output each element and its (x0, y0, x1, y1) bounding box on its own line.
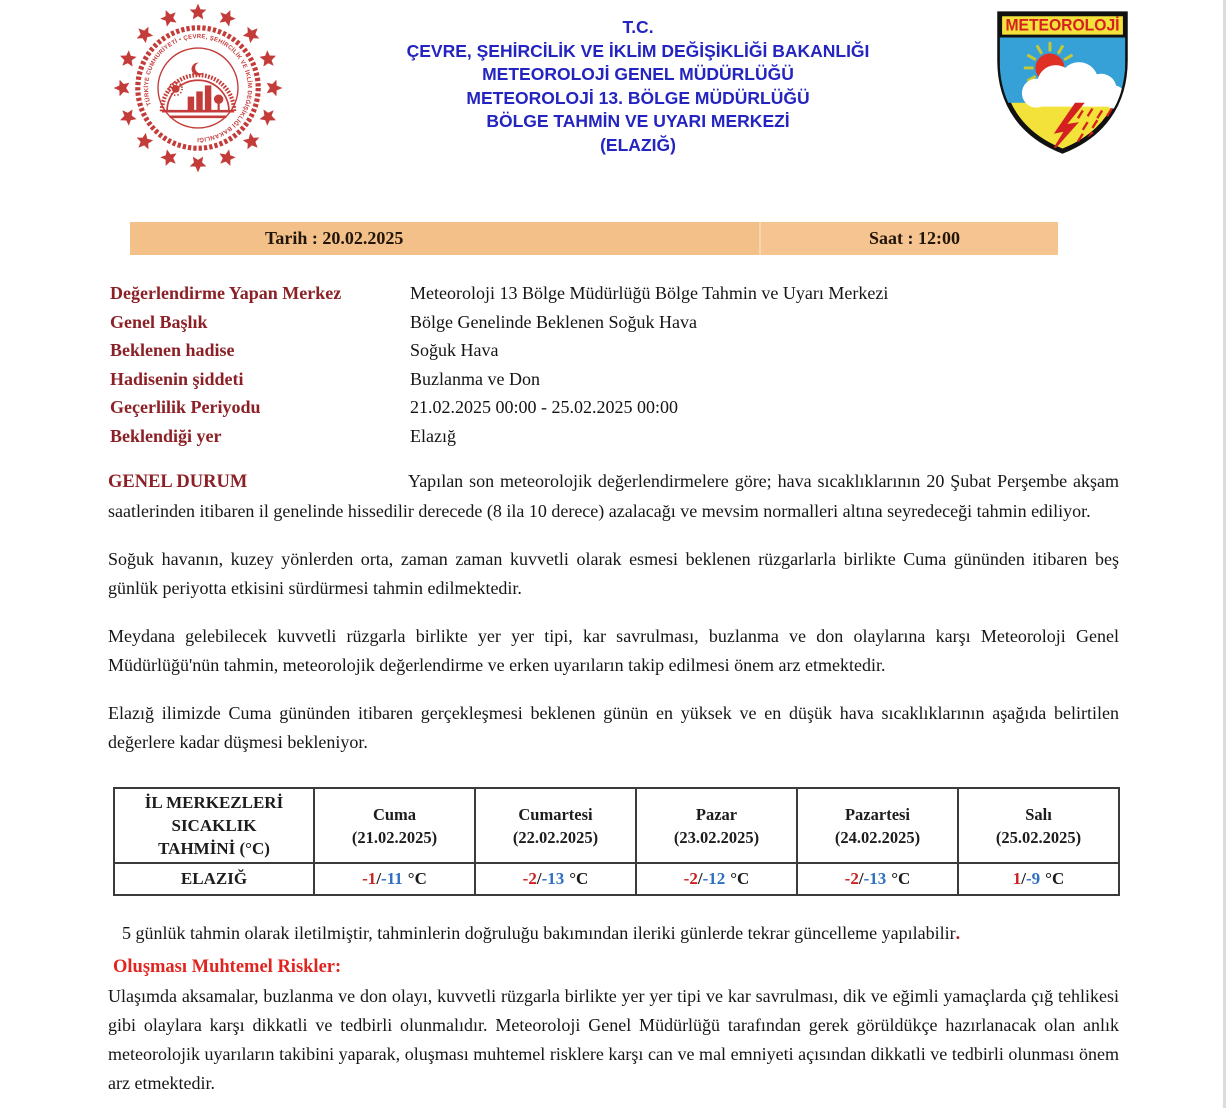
info-value: Bölge Genelinde Beklenen Soğuk Hava (410, 311, 697, 332)
warning-info-section (110, 283, 1119, 447)
header-line-ministry: ÇEVRE, ŞEHİRCİLİK VE İKLİM DEĞİŞİKLİĞİ BAKANLIĞI (406, 40, 870, 61)
temp-cell-monday: -2/-13 °C (797, 863, 958, 895)
info-label: Genel Başlık (110, 311, 208, 332)
seal-emblem (162, 62, 234, 116)
general-situation-text: Yapılan son meteorolojik değerlendirmelere göre; hava sıcaklıklarının 20 Şubat Perşembe akşam saatlerinden itibaren il genelinde hissedilir derecede (8 ila 10 derece) azalacağı ve mevsim normalleri altına seyredeceği tahmin ediliyor. (108, 471, 1119, 521)
header-line-region: METEOROLOJİ 13. BÖLGE MÜDÜRLÜĞÜ (466, 87, 810, 108)
info-label: Hadisenin şiddeti (110, 368, 244, 389)
paragraph-advice: Meydana gelebilecek kuvvetli rüzgarla birlikte yer yer tipi, kar savrulması, buzlanma ve don olaylarına karşı Meteoroloji Genel Müdürlüğü'nün tahmin, meteorolojik değerlendirme ve erken uyarıların takip edilmesi önem arz etmektedir. (108, 626, 1119, 675)
risks-heading: Oluşması Muhtemel Riskler: (113, 957, 342, 977)
header-line-city: (ELAZIĞ) (600, 134, 676, 155)
update-note (122, 923, 1119, 944)
ministry-seal-icon (110, 2, 286, 174)
date-label: Tarih : 20.02.2025 (265, 228, 404, 248)
day-header-tuesday: Salı (25.02.2025) (958, 788, 1119, 863)
forecast-corner-header: İL MERKEZLERİ SICAKLIK TAHMİNİ (°C) (114, 788, 314, 863)
date-cell (130, 222, 761, 255)
general-situation-label: GENEL DURUM (108, 472, 248, 492)
temperature-forecast-table (113, 787, 1120, 896)
seal-rope-ring (138, 28, 258, 148)
temp-cell-saturday: -2/-13 °C (475, 863, 636, 895)
day-header-sunday: Pazar (23.02.2025) (636, 788, 797, 863)
info-row-severity (110, 369, 1119, 391)
day-header-monday: Pazartesi (24.02.2025) (797, 788, 958, 863)
info-label: Beklendiği yer (110, 425, 222, 446)
header-line-center: BÖLGE TAHMİN VE UYARI MERKEZİ (486, 111, 790, 131)
temp-cell-sunday: -2/-12 °C (636, 863, 797, 895)
info-row-validity (110, 397, 1119, 419)
info-label: Değerlendirme Yapan Merkez (110, 283, 342, 303)
header-line-tc: T.C. (622, 17, 654, 37)
info-row-location (110, 426, 1119, 448)
time-label: Saat : 12:00 (869, 228, 961, 248)
note-period: . (955, 923, 961, 943)
info-value: Elazığ (410, 425, 456, 446)
info-row-center (110, 283, 1119, 305)
forecast-data-row (114, 863, 1119, 895)
info-value: 21.02.2025 00:00 - 25.02.2025 00:00 (410, 397, 678, 417)
temp-cell-friday: -1/-11 °C (314, 863, 475, 895)
shield-title: METEOROLOJİ (1005, 16, 1120, 35)
forecast-header-row (114, 788, 1119, 863)
day-header-friday: Cuma (21.02.2025) (314, 788, 475, 863)
meteorology-shield-icon (990, 4, 1135, 159)
paragraph-temperatures: Elazığ ilimizde Cuma gününden itibaren gerçekleşmesi beklenen günün en yüksek ve en düşük hava sıcaklıklarının aşağıda belirtilen değerlere kadar düşmesi bekleniyor. (108, 703, 1119, 752)
info-row-event (110, 340, 1119, 362)
info-row-title (110, 312, 1119, 334)
document-header (0, 0, 1223, 174)
temp-cell-tuesday: 1/-9 °C (958, 863, 1119, 895)
general-situation-paragraph (108, 467, 1119, 526)
city-label: ELAZIĞ (114, 863, 314, 895)
risks-paragraph: Ulaşımda aksamalar, buzlanma ve don olayı, kuvvetli rüzgarla birlikte yer yer tipi ve kar savrulması, dik ve eğimli yamaçlarda çığ tehlikesi gibi olaylara karşı dikkatli ve tedbirli olunmalıdır. Meteoroloji Genel Müdürlüğü tarafından gerek görüldükçe hazırlanacak olan anlık meteorolojik uyarıların takibini yaparak, oluşması muhtemel risklere karşı can ve mal emniyeti açısından dikkatli ve tedbirli olunması önem arz etmektedir. (108, 986, 1119, 1093)
info-value: Soğuk Hava (410, 340, 499, 360)
header-title-block (286, 2, 990, 157)
info-label: Beklenen hadise (110, 340, 235, 360)
body-text-section (108, 467, 1119, 757)
time-cell (761, 222, 1058, 255)
info-label: Geçerlilik Periyodu (110, 397, 261, 417)
date-time-bar (130, 222, 1058, 255)
paragraph-wind: Soğuk havanın, kuzey yönlerden orta, zaman zaman kuvvetli olarak esmesi beklenen rüzgarlarla birlikte Cuma gününden itibaren beş günlük periyotta etkisini sürdürmesi tahmin edilmektedir. (108, 549, 1119, 598)
update-note-text: 5 günlük tahmin olarak iletilmiştir, tahminlerin doğruluğu bakımından ileriki günlerde tekrar güncelleme yapılabilir (122, 923, 956, 943)
info-value: Buzlanma ve Don (410, 368, 540, 389)
header-line-directorate: METEOROLOJİ GENEL MÜDÜRLÜĞÜ (482, 64, 794, 84)
info-value: Meteoroloji 13 Bölge Müdürlüğü Bölge Tahmin ve Uyarı Merkezi (410, 283, 889, 303)
day-header-saturday: Cumartesi (22.02.2025) (475, 788, 636, 863)
seal-ring-text: TÜRKİYE CUMHURİYETİ • ÇEVRE, ŞEHİRCİLİK VE İKLİM DEĞİŞİKLİĞİ BAKANLIĞI (144, 34, 252, 142)
